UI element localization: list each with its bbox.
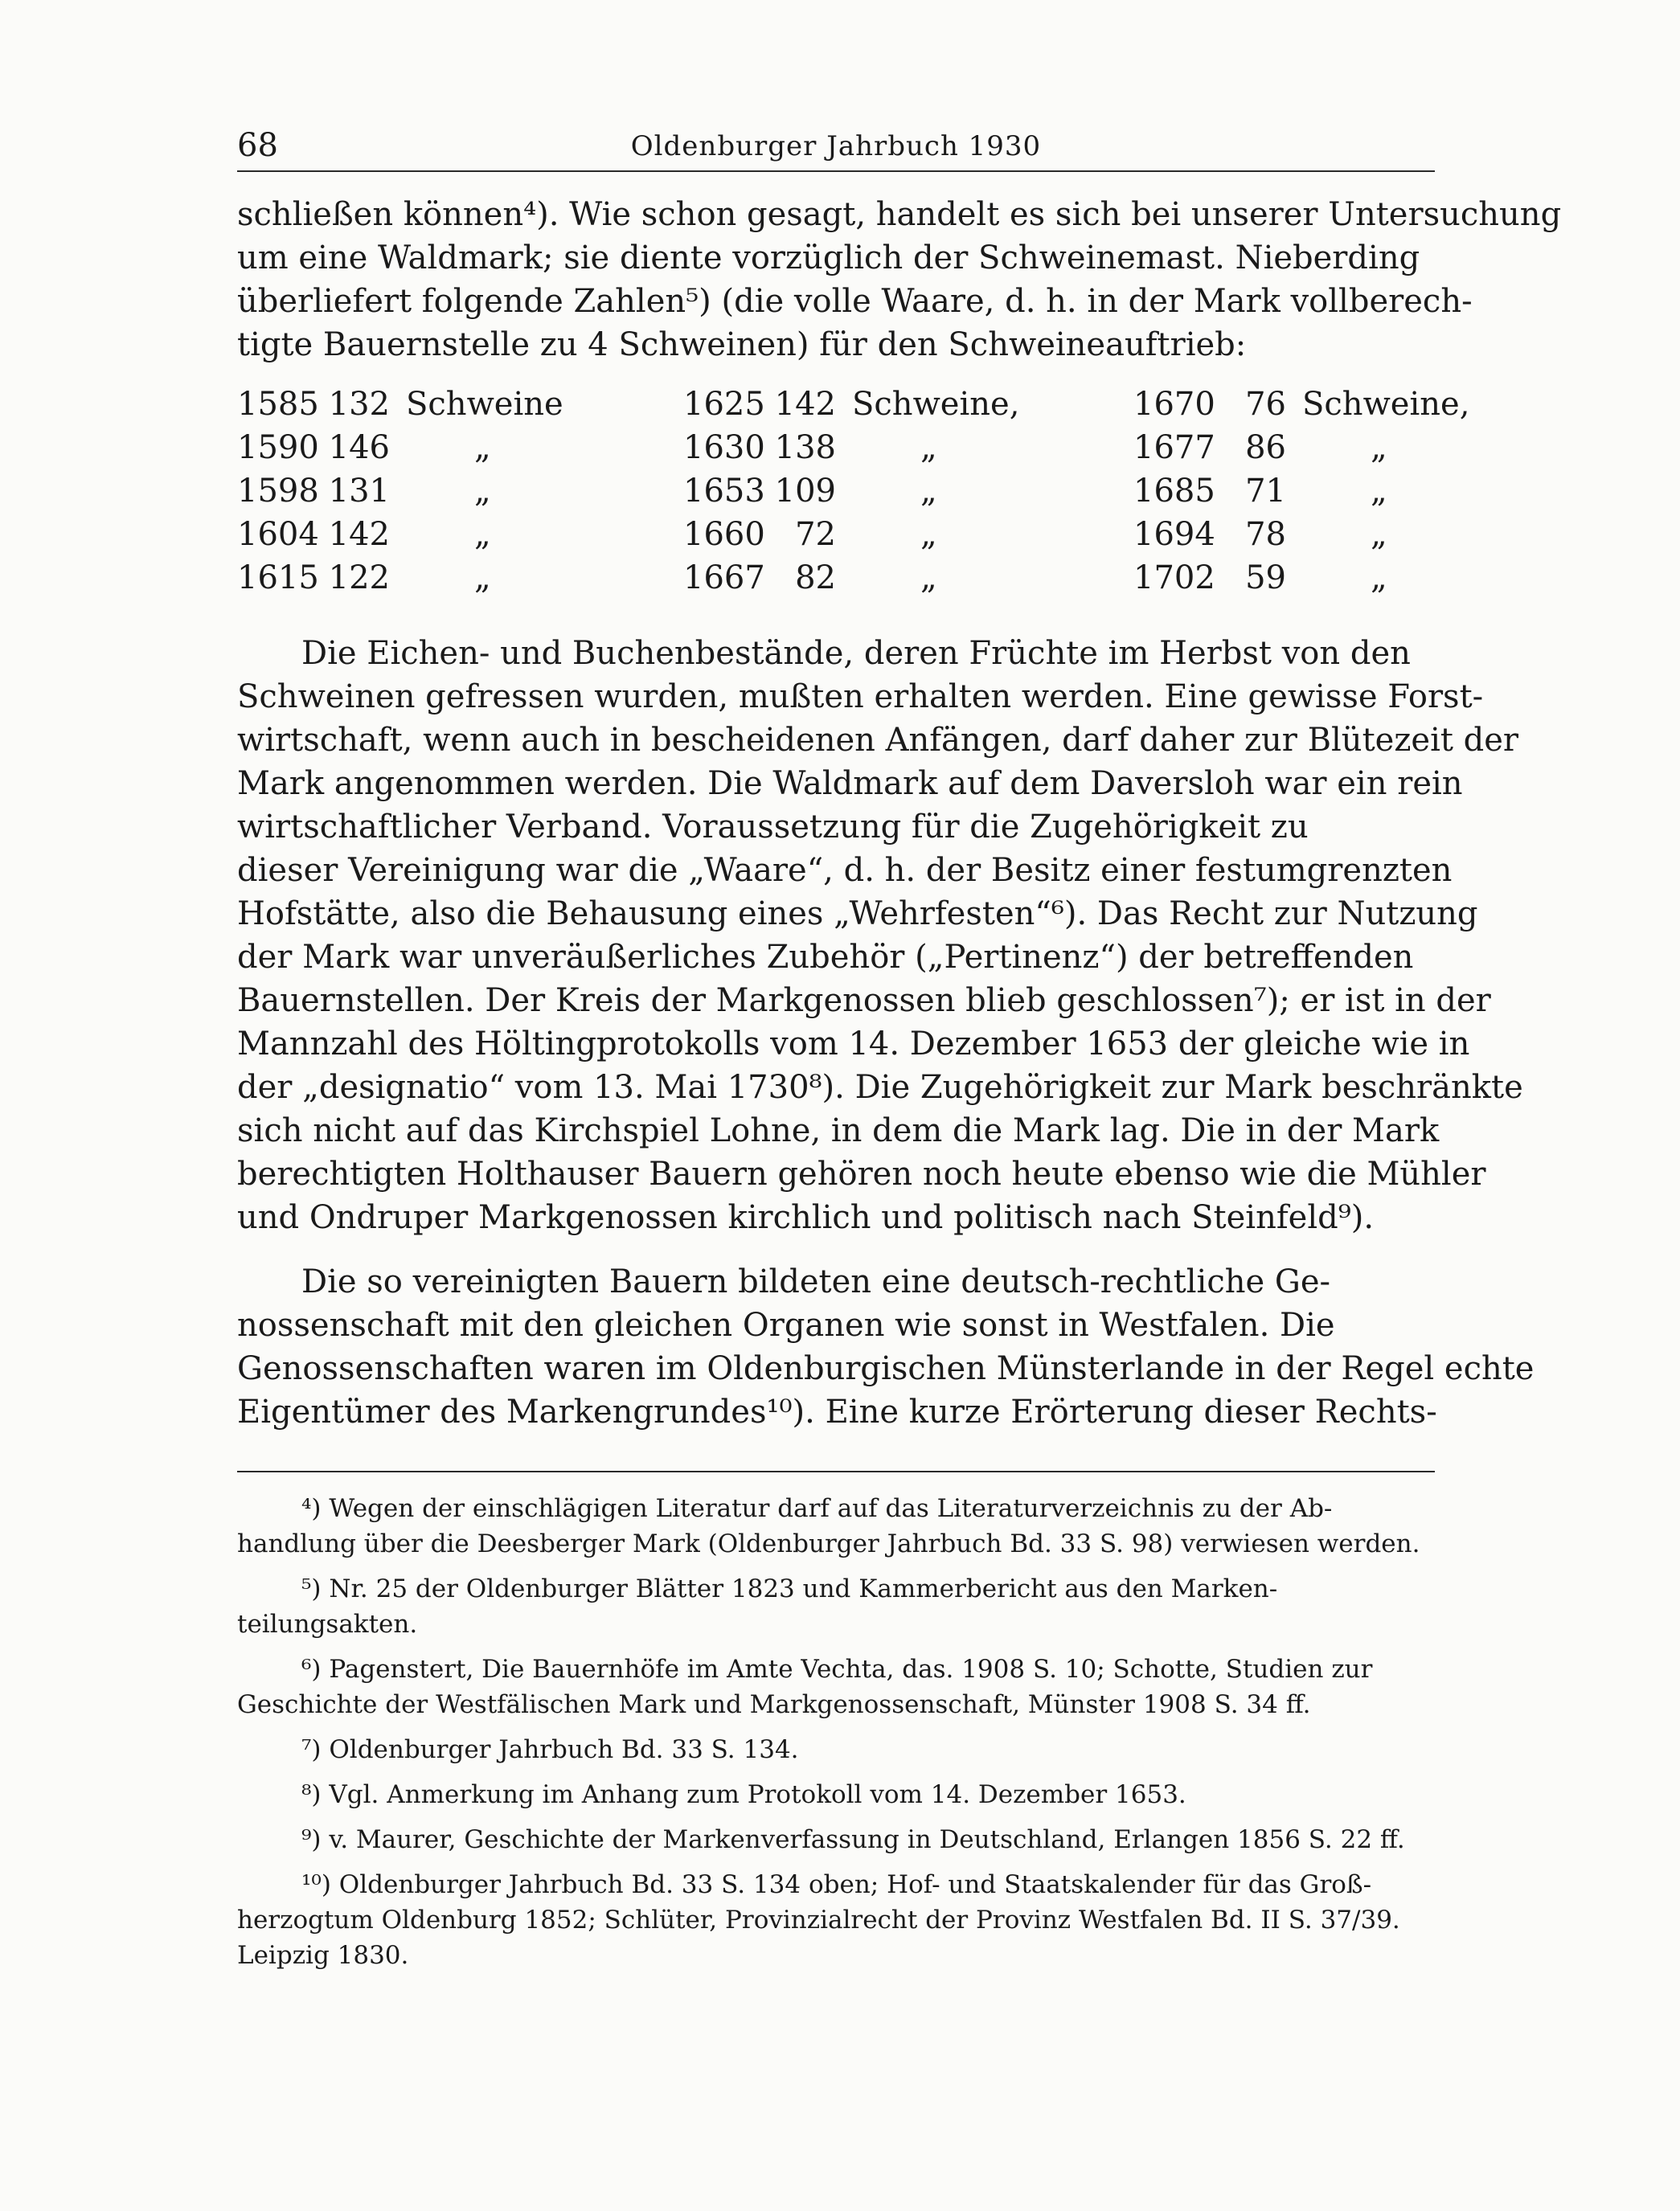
unit-cell: „ <box>474 516 491 553</box>
footnote-line: Geschichte der Westfälischen Mark und Markgenossenschaft, Münster 1908 S. 34 ff. <box>237 1690 1311 1719</box>
unit-cell: „ <box>920 429 937 466</box>
text-line: der Mark war unveräußerliches Zubehör („Pertinenz“) der betreffenden <box>237 939 1414 976</box>
unit-cell: Schweine, <box>1302 386 1470 423</box>
unit-cell: „ <box>474 559 491 596</box>
text-line: wirtschaft, wenn auch in bescheidenen Anfängen, darf daher zur Blütezeit der <box>237 722 1519 759</box>
text-line: Schweinen gefressen wurden, mußten erhalten werden. Eine gewisse Forst- <box>237 678 1484 715</box>
footnote-line: ⁹) v. Maurer, Geschichte der Markenverfassung in Deutschland, Erlangen 1856 S. 22 ff. <box>301 1825 1405 1854</box>
count-cell: 78 <box>1245 516 1286 553</box>
footnote-8 <box>237 1777 1435 1812</box>
count-cell: 86 <box>1245 429 1286 466</box>
footnote-rule <box>237 1471 1435 1472</box>
text-line: Hofstätte, also die Behausung eines „Wehrfesten“⁶). Das Recht zur Nutzung <box>237 895 1478 932</box>
unit-cell: „ <box>1371 516 1387 553</box>
table-row <box>237 559 1435 603</box>
page-header <box>237 127 1435 175</box>
paragraph-1 <box>237 632 1523 1239</box>
count-cell: 132 <box>328 386 390 423</box>
text-line: um eine Waldmark; sie diente vorzüglich der Schweinemast. Nieberding <box>237 240 1420 276</box>
unit-cell: Schweine <box>406 386 563 423</box>
text-line: schließen können⁴). Wie schon gesagt, handelt es sich bei unserer Untersuchung <box>237 196 1562 233</box>
footnote-line: ⁸) Vgl. Anmerkung im Anhang zum Protokoll vom 14. Dezember 1653. <box>301 1780 1186 1809</box>
table-row <box>237 386 1470 429</box>
footnote-line: teilungsakten. <box>237 1610 418 1639</box>
year-cell: 1667 <box>683 559 765 596</box>
count-cell: 142 <box>774 386 836 423</box>
year-cell: 1615 <box>237 559 319 596</box>
footnote-5 <box>237 1571 1435 1642</box>
footnote-6 <box>237 1652 1435 1722</box>
unit-cell: „ <box>474 473 491 510</box>
text-line: dieser Vereinigung war die „Waare“, d. h. der Besitz einer festumgrenzten <box>237 852 1453 889</box>
text-line: wirtschaftlicher Verband. Voraussetzung für die Zugehörigkeit zu <box>237 809 1309 846</box>
text-line: Die so vereinigten Bauern bildeten eine deutsch-rechtliche Ge- <box>301 1263 1331 1300</box>
count-cell: 122 <box>328 559 390 596</box>
footnote-4 <box>237 1491 1435 1562</box>
text-line: Eigentümer des Markengrundes¹⁰). Eine kurze Erörterung dieser Rechts- <box>237 1394 1437 1431</box>
unit-cell: Schweine, <box>852 386 1020 423</box>
page-number: 68 <box>237 127 278 164</box>
intro-paragraph <box>237 193 1562 366</box>
footnote-line: ⁴) Wegen der einschlägigen Literatur darf auf das Literaturverzeichnis zu der Ab- <box>301 1494 1333 1523</box>
text-line: der „designatio“ vom 13. Mai 1730⁸). Die Zugehörigkeit zur Mark beschränkte <box>237 1069 1523 1106</box>
running-title: Oldenburger Jahrbuch 1930 <box>630 130 1042 162</box>
count-cell: 138 <box>774 429 836 466</box>
unit-cell: „ <box>920 516 937 553</box>
unit-cell: „ <box>474 429 491 466</box>
count-cell: 76 <box>1245 386 1286 423</box>
count-cell: 109 <box>774 473 836 510</box>
year-cell: 1604 <box>237 516 319 553</box>
year-cell: 1590 <box>237 429 319 466</box>
text-line: tigte Bauernstelle zu 4 Schweinen) für den Schweineauftrieb: <box>237 326 1247 363</box>
footnote-line: ⁶) Pagenstert, Die Bauernhöfe im Amte Vechta, das. 1908 S. 10; Schotte, Studien zur <box>301 1655 1373 1684</box>
unit-cell: „ <box>920 559 937 596</box>
year-cell: 1677 <box>1133 429 1215 466</box>
year-cell: 1670 <box>1133 386 1215 423</box>
header-rule <box>237 170 1435 172</box>
text-line: Genossenschaften waren im Oldenburgischen Münsterlande in der Regel echte <box>237 1350 1535 1387</box>
year-cell: 1702 <box>1133 559 1215 596</box>
unit-cell: „ <box>1371 429 1387 466</box>
count-cell: 82 <box>795 559 836 596</box>
text-line: überliefert folgende Zahlen⁵) (die volle Waare, d. h. in der Mark vollberech- <box>237 283 1473 320</box>
year-cell: 1685 <box>1133 473 1215 510</box>
count-cell: 142 <box>328 516 390 553</box>
footnote-line: ⁷) Oldenburger Jahrbuch Bd. 33 S. 134. <box>301 1735 799 1764</box>
unit-cell: „ <box>1371 559 1387 596</box>
footnote-line: Leipzig 1830. <box>237 1941 409 1970</box>
footnote-line: ⁵) Nr. 25 der Oldenburger Blätter 1823 und Kammerbericht aus den Marken- <box>301 1574 1278 1603</box>
footnotes <box>237 1491 1435 1983</box>
year-cell: 1630 <box>683 429 765 466</box>
year-cell: 1653 <box>683 473 765 510</box>
footnote-line: herzogtum Oldenburg 1852; Schlüter, Provinzialrecht der Provinz Westfalen Bd. II S. 37/39. <box>237 1906 1400 1935</box>
count-cell: 72 <box>795 516 836 553</box>
unit-cell: „ <box>1371 473 1387 510</box>
unit-cell: „ <box>920 473 937 510</box>
count-cell: 146 <box>328 429 390 466</box>
text-line: Mark angenommen werden. Die Waldmark auf dem Daversloh war ein rein <box>237 765 1463 802</box>
text-line: berechtigten Holthauser Bauern gehören noch heute ebenso wie die Mühler <box>237 1156 1486 1193</box>
count-cell: 131 <box>328 473 390 510</box>
footnote-9 <box>237 1822 1435 1857</box>
text-line: und Ondruper Markgenossen kirchlich und politisch nach Steinfeld⁹). <box>237 1199 1375 1236</box>
year-cell: 1660 <box>683 516 765 553</box>
text-line: Die Eichen- und Buchenbestände, deren Früchte im Herbst von den <box>301 635 1411 672</box>
count-cell: 59 <box>1245 559 1286 596</box>
year-cell: 1598 <box>237 473 319 510</box>
footnote-line: handlung über die Deesberger Mark (Oldenburger Jahrbuch Bd. 33 S. 98) verwiesen werden. <box>237 1529 1420 1558</box>
footnote-10 <box>237 1867 1435 1973</box>
paragraph-2 <box>237 1260 1535 1434</box>
year-cell: 1585 <box>237 386 319 423</box>
year-cell: 1625 <box>683 386 765 423</box>
text-line: Mannzahl des Höltingprotokolls vom 14. Dezember 1653 der gleiche wie in <box>237 1026 1470 1063</box>
text-line: sich nicht auf das Kirchspiel Lohne, in dem die Mark lag. Die in der Mark <box>237 1112 1440 1149</box>
footnote-line: ¹⁰) Oldenburger Jahrbuch Bd. 33 S. 134 oben; Hof- und Staatskalender für das Groß- <box>301 1870 1372 1899</box>
text-line: Bauernstellen. Der Kreis der Markgenossen blieb geschlossen⁷); er ist in der <box>237 982 1491 1019</box>
table-row <box>237 429 1435 473</box>
count-cell: 71 <box>1245 473 1286 510</box>
table-row <box>237 473 1435 516</box>
text-line: nossenschaft mit den gleichen Organen wie sonst in Westfalen. Die <box>237 1307 1335 1344</box>
table-row <box>237 516 1435 559</box>
footnote-7 <box>237 1732 1435 1767</box>
year-cell: 1694 <box>1133 516 1215 553</box>
